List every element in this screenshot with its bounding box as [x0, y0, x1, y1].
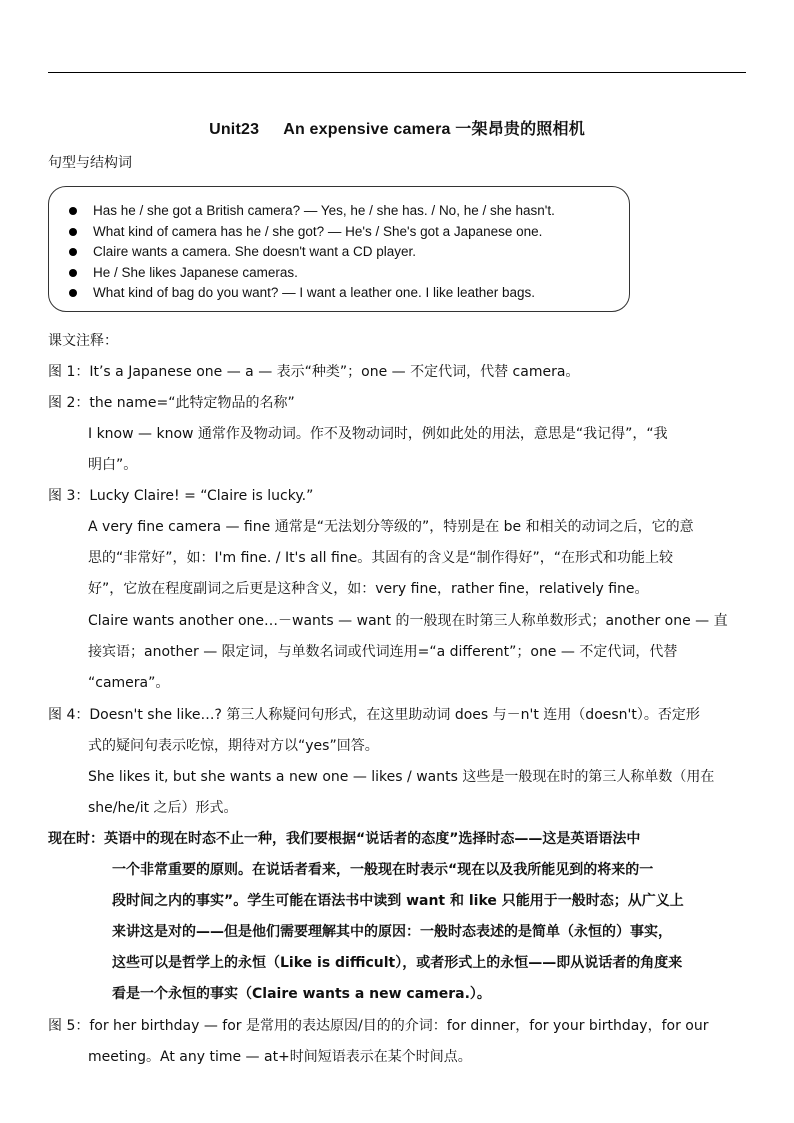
list-item: What kind of bag do you want? — I want a leather one. I like leather bags. [69, 283, 629, 304]
note-line: 图 2：the name=“此特定物品的名称” [48, 395, 295, 411]
grammar-note-line: 来讲这是对的——但是他们需要理解其中的原因：一般时态表述的是简单（永恒的）事实， [112, 924, 672, 940]
note-line: 图 1：It’s a Japanese one — a — 表示“种类”；one — 不定代词，代替 camera。 [48, 364, 580, 380]
list-item: He / She likes Japanese cameras. [69, 263, 629, 284]
note-line: I know — know 通常作及物动词。作不及物动词时，例如此处的用法，意思是“我记得”，“我 [88, 426, 668, 442]
bullet-icon [69, 248, 77, 256]
grammar-note-line: 一个非常重要的原则。在说话者看来，一般现在时表示“现在以及我所能见到的将来的一 [112, 862, 654, 878]
list-item: Claire wants a camera. She doesn't want a CD player. [69, 242, 629, 263]
note-line: she/he/it 之后）形式。 [88, 800, 238, 816]
bullet-icon [69, 207, 77, 215]
note-line: 思的“非常好”，如：I'm fine. / It's all fine。其固有的含义是“制作得好”，“在形式和功能上较 [88, 550, 674, 566]
bullet-icon [69, 269, 77, 277]
note-line: She likes it, but she wants a new one — likes / wants 这些是一般现在时的第三人称单数（用在 [88, 769, 715, 785]
title-english: An expensive camera [283, 121, 451, 138]
grammar-note-line: 段时间之内的事实”。学生可能在语法书中读到 want 和 like 只能用于一般时态；从广义上 [112, 893, 684, 909]
bullet-icon [69, 228, 77, 236]
grammar-note-line: 看是一个永恒的事实（Claire wants a new camera.）。 [112, 986, 491, 1002]
note-line: 接宾语；another — 限定词，与单数名词或代词连用=“a different”；one — 不定代词，代替 [88, 644, 678, 660]
section-heading: 句型与结构词 [48, 155, 132, 171]
note-line: 图 4：Doesn't she like…? 第三人称疑问句形式，在这里助动词 does 与－n't 连用（doesn't）。否定形 [48, 707, 700, 723]
list-item: Has he / she got a British camera? — Yes, he / she has. / No, he / she hasn't. [69, 201, 629, 222]
list-item: What kind of camera has he / she got? — He's / She's got a Japanese one. [69, 222, 629, 243]
note-line: meeting。At any time — at+时间短语表示在某个时间点。 [88, 1049, 472, 1065]
unit-number: Unit23 [209, 121, 260, 138]
title-chinese: 一架昂贵的照相机 [455, 121, 585, 138]
note-line: Claire wants another one…－wants — want 的一般现在时第三人称单数形式；another one — 直 [88, 613, 728, 629]
grammar-note-line: 这些可以是哲学上的永恒（Like is difficult），或者形式上的永恒——即从说话者的角度来 [112, 955, 683, 971]
note-line: 图 3：Lucky Claire! = “Claire is lucky.” [48, 488, 314, 504]
grammar-note-line: 现在时：英语中的现在时态不止一种，我们要根据“说话者的态度”选择时态——这是英语语法中 [48, 831, 641, 847]
note-line: 明白”。 [88, 457, 138, 473]
bullet-icon [69, 289, 77, 297]
notes-heading: 课文注释： [48, 333, 118, 349]
page-title [0, 116, 794, 139]
note-line: “camera”。 [88, 675, 170, 691]
top-rule [48, 72, 746, 73]
note-line: 式的疑问句表示吃惊，期待对方以“yes”回答。 [88, 738, 379, 754]
note-line: 图 5：for her birthday — for 是常用的表达原因/目的的介词：for dinner，for your birthday，for our [48, 1018, 709, 1034]
sentence-pattern-box [48, 186, 630, 312]
note-line: 好”，它放在程度副词之后更是这种含义，如：very fine，rather fine，relatively fine。 [88, 581, 649, 597]
note-line: A very fine camera — fine 通常是“无法划分等级的”，特别是在 be 和相关的动词之后，它的意 [88, 519, 694, 535]
